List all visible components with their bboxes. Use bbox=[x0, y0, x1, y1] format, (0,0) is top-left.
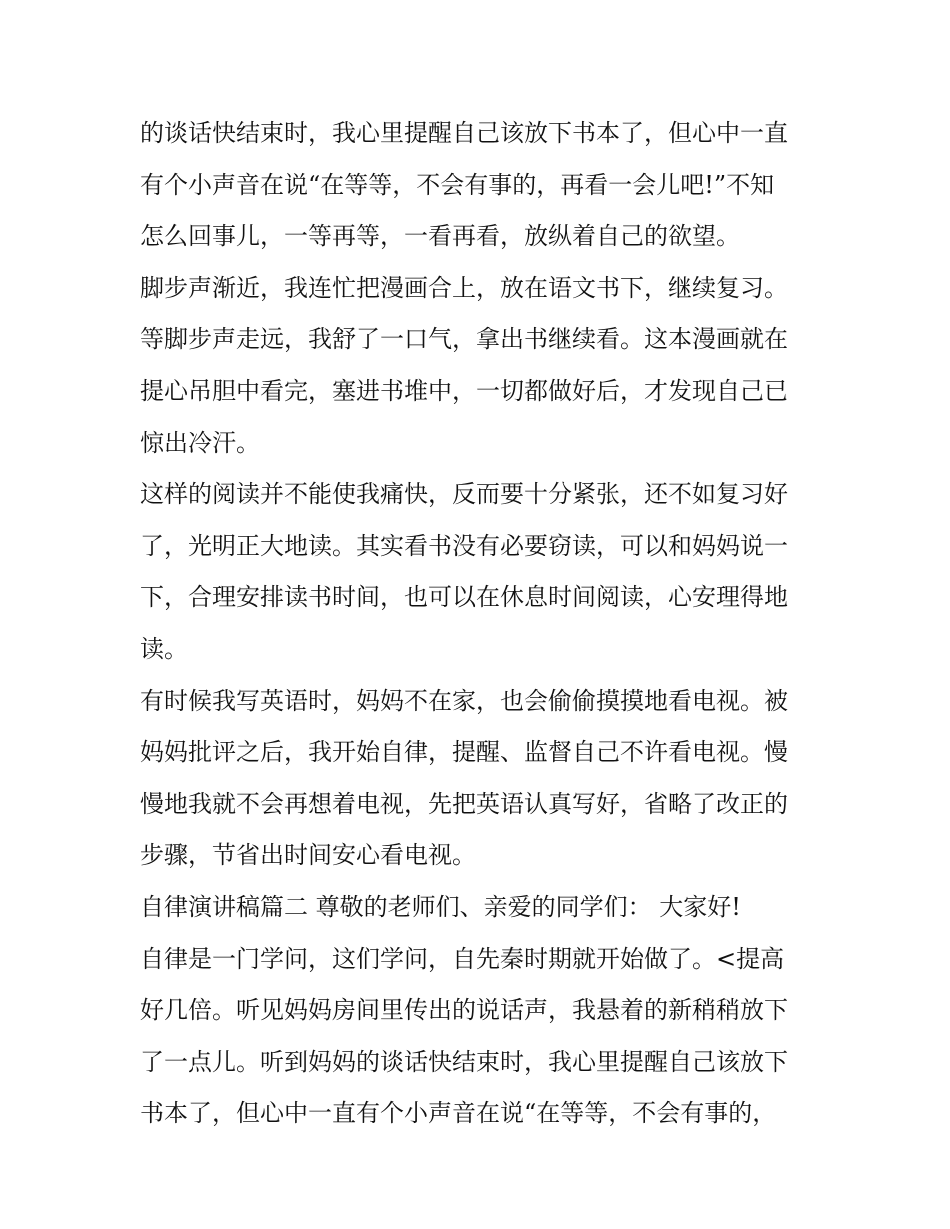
text-line: 等脚步声走远，我舒了一口气，拿出书继续看。这本漫画就在 bbox=[140, 325, 788, 354]
text-line: 读。 bbox=[140, 634, 188, 663]
text-line: 惊出冷汗。 bbox=[140, 428, 260, 457]
text-line: 的谈话快结束时，我心里提醒自己该放下书本了，但心中一直 bbox=[140, 119, 788, 147]
text-line: 了，光明正大地读。其实看书没有必要窃读，可以和妈妈说一 bbox=[140, 531, 788, 560]
text-line: 有个小声音在说“在等等，不会有事的，再看一会儿吧!”不知 bbox=[140, 170, 775, 199]
text-line: 了一点儿。听到妈妈的谈话快结束时，我心里提醒自己该放下 bbox=[140, 1047, 788, 1076]
text-line: 怎么回事儿，一等再等，一看再看，放纵着自己的欲望。 bbox=[140, 222, 740, 251]
text-line: 提心吊胆中看完，塞进书堆中，一切都做好后，才发现自己已 bbox=[140, 376, 788, 405]
text-line: 慢地我就不会再想着电视，先把英语认真写好，省略了改正的 bbox=[140, 789, 788, 818]
text-line: 这样的阅读并不能使我痛快，反而要十分紧张，还不如复习好 bbox=[140, 480, 788, 509]
text-line: 自律是一门学问，这们学问，自先秦时期就开始做了。<提高 bbox=[140, 944, 785, 973]
text-line: 妈妈批评之后，我开始自律，提醒、监督自己不许看电视。慢 bbox=[140, 738, 788, 767]
body-text bbox=[140, 108, 820, 1140]
section-heading-line: 自律演讲稿篇二 尊敬的老师们、亲爱的同学们： 大家好! bbox=[140, 892, 741, 921]
text-line: 书本了，但心中一直有个小声音在说“在等等，不会有事的， bbox=[140, 1099, 777, 1128]
text-line: 脚步声渐近，我连忙把漫画合上，放在语文书下，继续复习。 bbox=[140, 273, 788, 302]
text-line: 有时候我写英语时，妈妈不在家，也会偷偷摸摸地看电视。被 bbox=[140, 686, 788, 715]
text-line: 步骤，节省出时间安心看电视。 bbox=[140, 841, 476, 870]
text-line: 下，合理安排读书时间，也可以在休息时间阅读，心安理得地 bbox=[140, 583, 788, 612]
text-line: 好几倍。听见妈妈房间里传出的说话声，我悬着的新稍稍放下 bbox=[140, 996, 788, 1025]
